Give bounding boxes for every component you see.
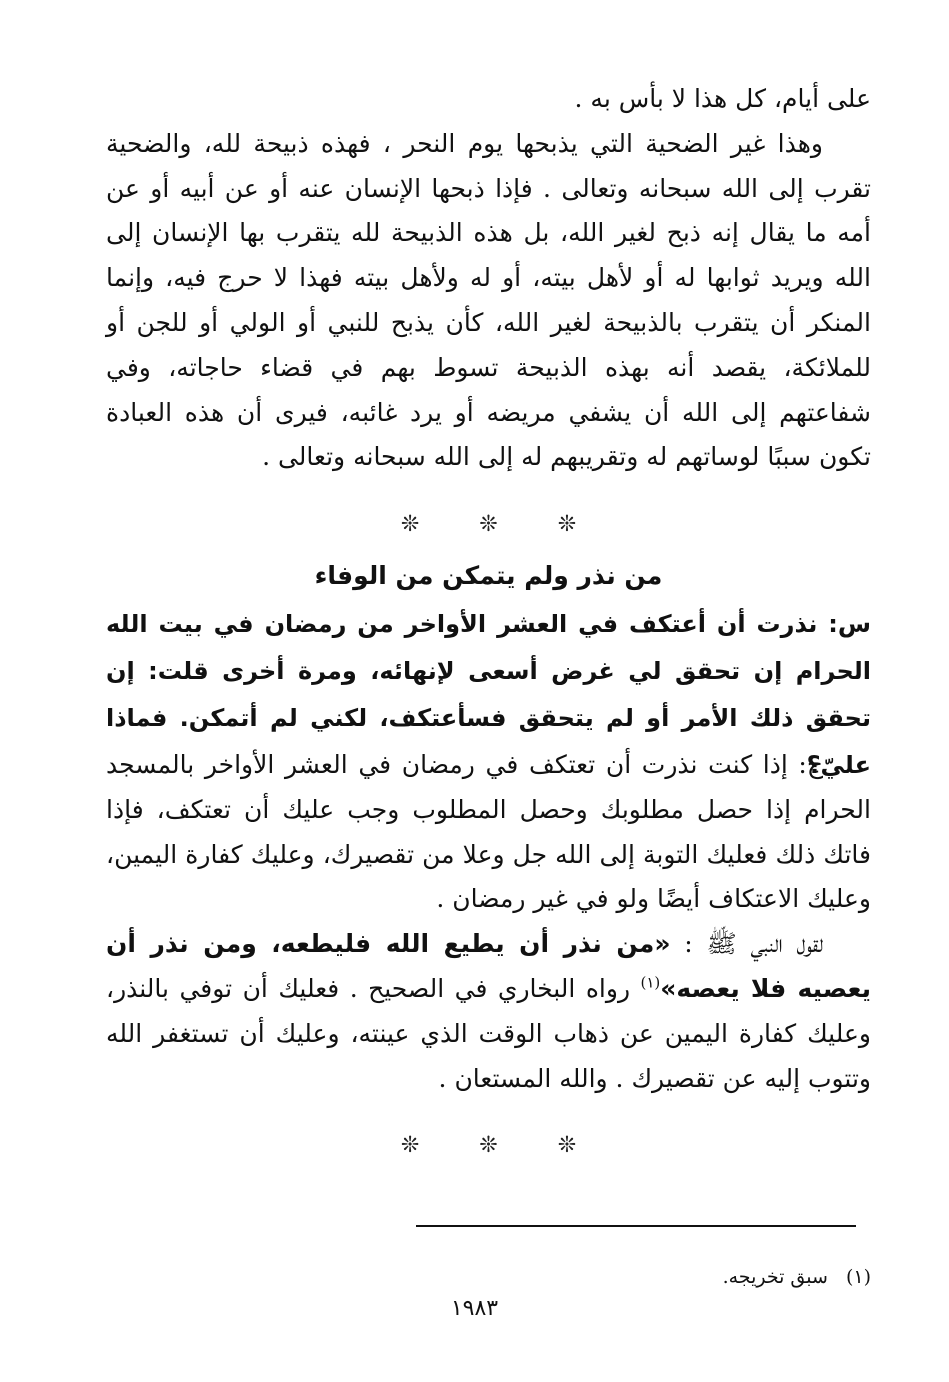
page-number: ١٩٨٣: [450, 1296, 499, 1321]
hadith-intro: لقول النبي ﷺ :: [670, 929, 823, 959]
section-title: من نذر ولم يتمكن من الوفاء: [314, 561, 663, 590]
footnote-number: (١): [845, 1266, 871, 1288]
asterism-glyph: ❊: [479, 1133, 498, 1158]
footnote-ref: (١): [640, 973, 661, 992]
paragraph-continuation: على أيام، كل هذا لا بأس به .: [574, 84, 871, 113]
footnote: [106, 1262, 871, 1292]
asterism-glyph: ❊: [400, 1133, 420, 1158]
section-separator: [106, 512, 871, 542]
footnote-divider: [416, 1225, 856, 1227]
section-separator: [106, 1133, 871, 1163]
hadith-paragraph: [106, 922, 871, 1101]
footnote-text: سبق تخريجه.: [722, 1266, 828, 1288]
answer-text: ج: إذا كنت نذرت أن تعتكف في رمضان في العشر الأواخر بالمسجد الحرام إذا حصل مطلوبك وحصل المطلوب وجب عليك أن تعتكف، فإذا فاتك ذلك فعليك التوبة إلى الله جل وعلا من تقصيرك، وعليك كفارة اليمين، وعليك الاعتكاف أيضًا ولو في غير رمضان .: [106, 750, 871, 914]
asterism-glyph: ❊: [557, 512, 577, 537]
asterism-glyph: ❊: [479, 512, 498, 537]
answer-block: [106, 743, 871, 1101]
asterism-glyph: ❊: [400, 512, 420, 537]
question-text: س: نذرت أن أعتكف في العشر الأواخر من رمضان في بيت الله الحرام إن تحقق لي غرض أسعى لإنهائه، ومرة أخرى قلت: إن تحقق ذلك الأمر أو لم يتحقق فسأعتكف، لكني لم أتمكن. فماذا عليّ؟: [106, 610, 871, 779]
hadith-quote: «من نذر أن يطيع الله فليطعه، ومن نذر أن يعصيه فلا يعصه»: [106, 929, 871, 1003]
body-text-top: [106, 77, 871, 480]
hadith-commentary: رواه البخاري في الصحيح . فعليك أن توفي بالنذر، وعليك كفارة اليمين عن ذهاب الوقت الذي عينته، وعليك أن تستغفر الله وتتوب إليه عن تقصيرك . والله المستعان .: [106, 973, 871, 1093]
asterism-glyph: ❊: [557, 1133, 577, 1158]
paragraph-sacrifice: وهذا غير الضحية التي يذبحها يوم النحر ، فهذه ذبيحة لله، والضحية تقرب إلى الله سبحانه وتعالى . فإذا ذبحها الإنسان عنه أو عن أبيه أو عن أمه ما يقال إنه ذبح لغير الله، بل هذه الذبيحة لله يتقرب بها الإنسان إلى الله ويريد ثوابها له أو لأهل بيته، أو له ولأهل بيته فهذا لا حرج فيه، وإنما المنكر أن يتقرب بالذبيحة لغير الله، كأن يذبح للنبي أو الولي أو للجن أو للملائكة، يقصد أنه بهذه الذبيحة تسوط بهم في قضاء حاجاته، وفي شفاعتهم إلى الله أن يشفي مريضه أو يرد غائبه، فيرى أن هذه العبادة تكون سببًا لوساتهم له وتقريبهم له إلى الله سبحانه وتعالى .: [106, 128, 871, 472]
